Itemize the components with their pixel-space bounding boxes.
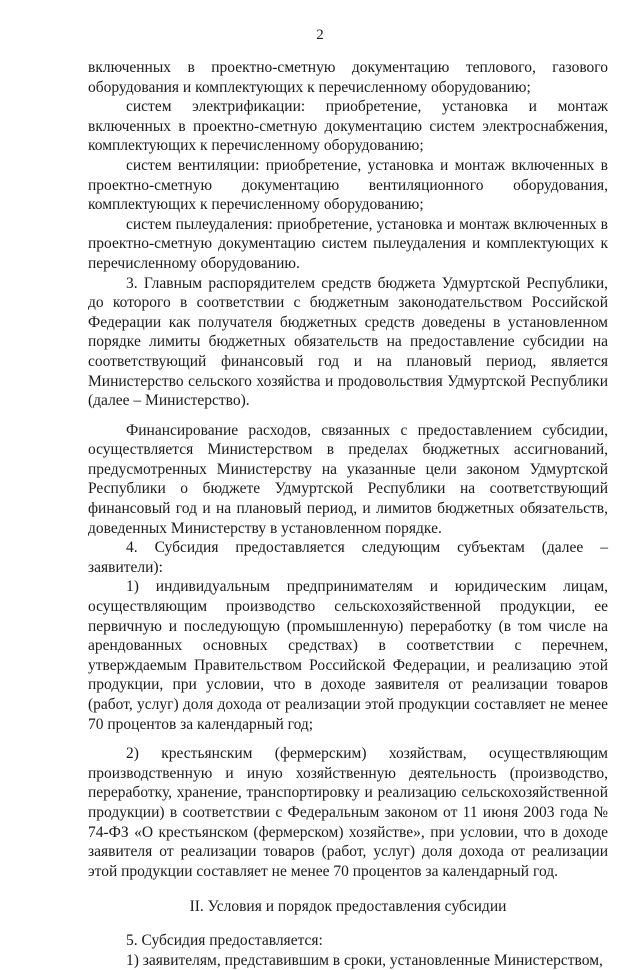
section-title: II. Условия и порядок предоставления субсидии — [189, 898, 507, 916]
paragraph-clause-5-item-1: 1) заявителям, представившим в сроки, установленные Министерством, — [126, 951, 603, 969]
paragraph-clause-3: 3. Главным распорядителем средств бюджета Удмуртской Республики, до которого в соответствии с бюджетным законодательством Российской Федерации как получателя бюджетных средств доведены в установленном порядке лимиты бюджетных обязательств на предоставление субсидии на соответствующий финансовый год и на плановый период, является Министерство сельского хозяйства и продовольствия Удмуртской Республики (далее – Министерство). — [88, 274, 608, 410]
paragraph-clause-4-item-1: 1) индивидуальным предпринимателям и юридическим лицам, осуществляющим производство сельскохозяйственной продукции, ее первичную и последующую (промышленную) переработку (в том числе на арендованных основных средствах) в соответствии с перечнем, утверждаемым Правительством Российской Федерации, и реализацию этой продукции, при условии, что в доходе заявителя от реализации товаров (работ, услуг) доля дохода от реализации этой продукции составляет не менее 70 процентов за календарный год; — [88, 578, 608, 733]
paragraph-dust-removal: систем пылеудаления: приобретение, установка и монтаж включенных в проектно-сметную документацию систем пылеудаления и комплектующих к перечисленному оборудованию. — [88, 215, 608, 272]
paragraph-heating-equipment: включенных в проектно-сметную документацию теплового, газового оборудования и комплектующих к перечисленному оборудованию; — [88, 59, 608, 96]
paragraph-ventilation: систем вентиляции: приобретение, установка и монтаж включенных в проектно-сметную документацию вентиляционного оборудования, комплектующих к перечисленному оборудованию; — [88, 156, 608, 214]
paragraph-clause-4-item-2: 2) крестьянским (фермерским) хозяйствам, осуществляющим производственную и иную хозяйственную деятельность (производство, переработку, хранение, транспортировку и реализацию сельскохозяйственной продукции) в соответствии с Федеральным законом от 11 июня 2003 года № 74-ФЗ «О крестьянском (фермерском) хозяйстве», при условии, что в доходе заявителя от реализации товаров (работ, услуг) доля дохода от реализации этой продукции составляет не менее 70 процентов за календарный год. — [88, 745, 608, 880]
paragraph-clause-5: 5. Субсидия предоставляется: — [126, 931, 323, 949]
paragraph-clause-4: 4. Субсидия предоставляется следующим субъектам (далее – заявители): — [88, 539, 608, 576]
document-body — [88, 58, 608, 970]
paragraph-financing: Финансирование расходов, связанных с предоставлением субсидии, осуществляется Министерством в пределах бюджетных ассигнований, предусмотренных Министерству на указанные цели законом Удмуртской Республики о бюджете Удмуртской Республики на соответствующий финансовый год и на плановый период, и лимитов бюджетных обязательств, доведенных Министерству в установленном порядке. — [88, 421, 608, 537]
paragraph-electrification: систем электрификации: приобретение, установка и монтаж включенных в проектно-сметную документацию систем электроснабжения, комплектующих к перечисленному оборудованию; — [88, 98, 608, 155]
page-number: 2 — [316, 27, 324, 43]
